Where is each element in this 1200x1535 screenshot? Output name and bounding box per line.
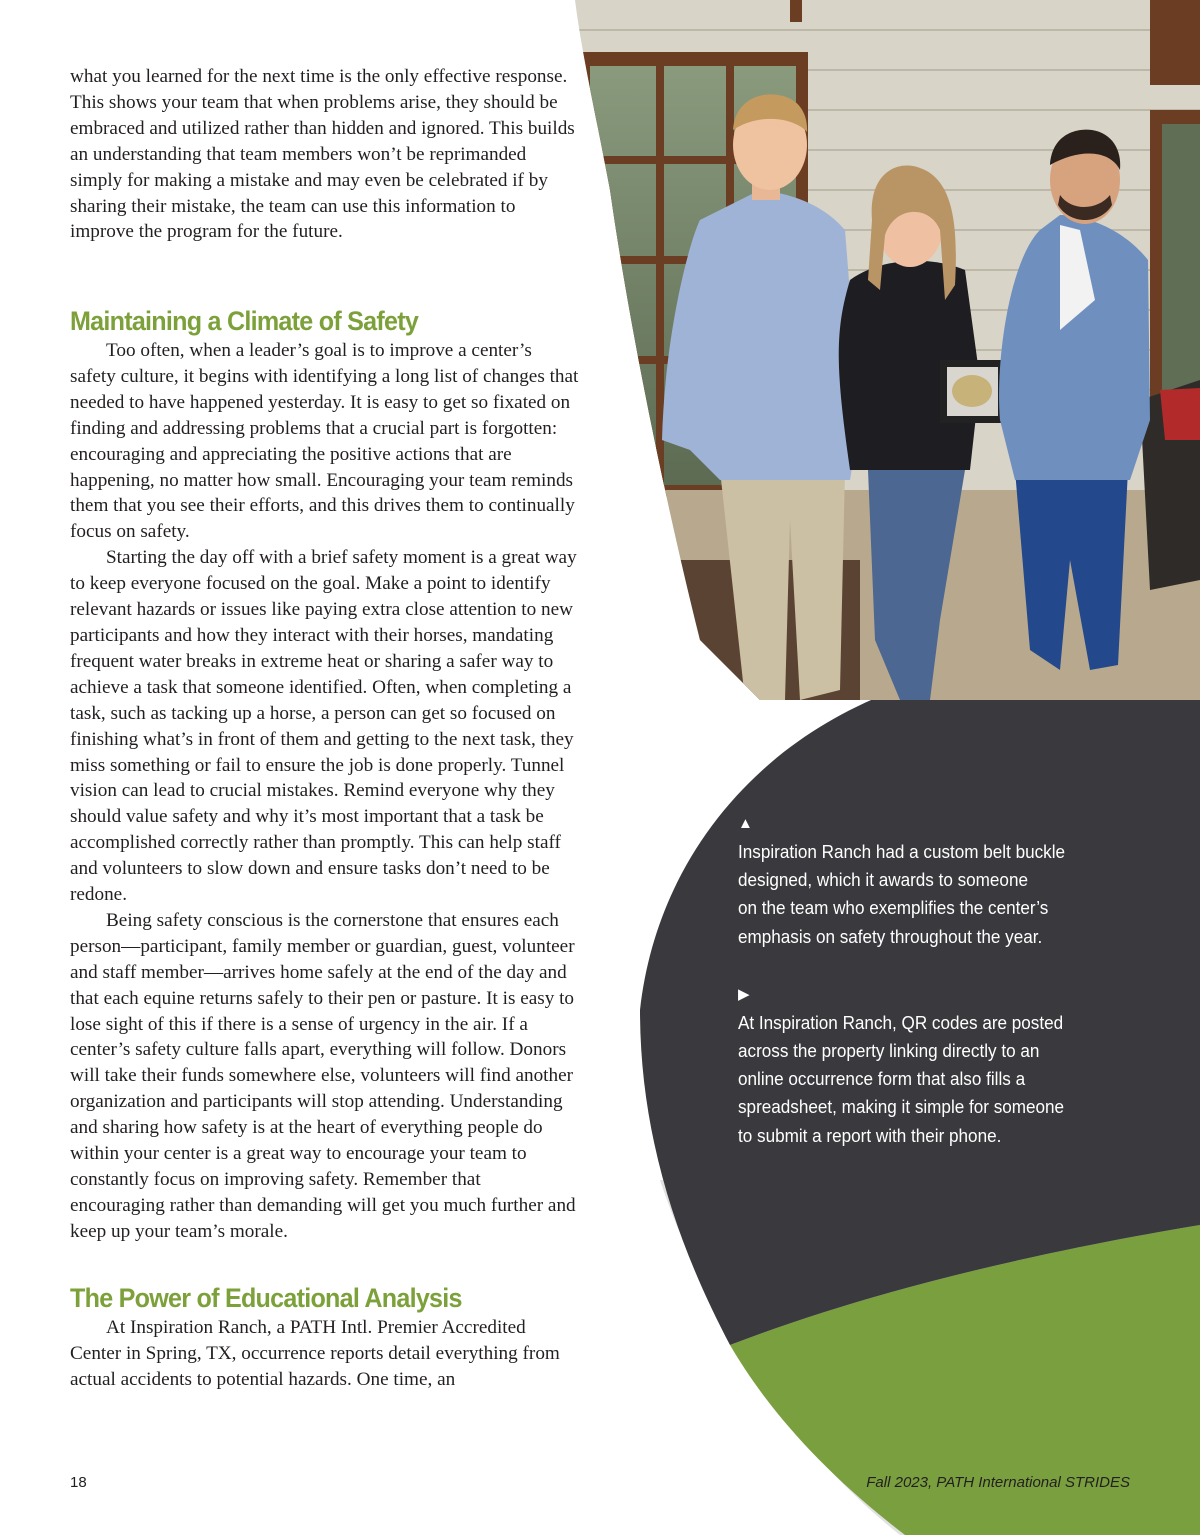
caption-qr-codes [738, 981, 1138, 1150]
caption-line: across the property linking directly to an [738, 1040, 1040, 1062]
analysis-paragraph-1: At Inspiration Ranch, a PATH Intl. Premier Accredited Center in Spring, TX, occurrence reports detail everything from actual accidents to potential hazards. One time, an [70, 1316, 560, 1390]
publication-title: Fall 2023, PATH International STRIDES [866, 1474, 1130, 1491]
climate-paragraph-3: Being safety conscious is the cornerstone that ensures each person—participant, family member or guardian, guest, volunteer and staff member—arrives home safely at the end of the day and that each equine returns safely to their pen or pasture. It is easy to lose sight of this if there is a sense of urgency in the air. If a center’s safety culture falls apart, everything will follow. Donors will take their funds somewhere else, volunteers will find another organization and participants will stop attending. Understanding and sharing how safety is at the heart of everything people do within your center is a great way to encourage your team to constantly focus on improving safety. Remember that encouraging rather than demanding will get you much further and keep up your team’s morale. [70, 909, 576, 1242]
heading-educational-analysis: The Power of Educational Analysis [70, 1282, 462, 1313]
triangle-up-icon: ▲ [738, 815, 753, 832]
climate-paragraph-2: Starting the day off with a brief safety moment is a great way to keep everyone focused on the goal. Make a point to identify relevant hazards or issues like paying extra close attention to new participants and how they interact with their horses, mandating frequent water breaks in extreme heat or sharing a safer way to achieve a task that someone identified. Often, when completing a task, such as tacking up a horse, a person can get so focused on finishing what’s in front of them and getting to the next task, they miss something or fail to ensure the job is done properly. Tunnel vision can lead to crucial mistakes. Remind everyone why they should value safety and why it’s most important that a task be accomplished correctly rather than promptly. This can help staff and volunteers to slow down and ensure tasks don’t need to be redone. [70, 547, 577, 906]
caption-line: designed, which it awards to someone [738, 869, 1028, 891]
caption-line: spreadsheet, making it simple for someone [738, 1096, 1065, 1118]
caption-line: At Inspiration Ranch, QR codes are posted [738, 1011, 1064, 1033]
triangle-right-icon: ▶ [738, 985, 750, 1003]
caption-line: online occurrence form that also fills a [738, 1068, 1026, 1090]
caption-line: emphasis on safety throughout the year. [738, 925, 1043, 947]
award-frame [940, 360, 1005, 423]
caption-belt-buckle [738, 838, 1138, 951]
heading-climate-of-safety: Maintaining a Climate of Safety [70, 306, 419, 336]
article-column [70, 64, 580, 1392]
intro-paragraph: what you learned for the next time is the only effective response. This shows your team that when problems arise, they should be embraced and utilized rather than hidden and ignored. This builds an understanding that team members won’t be reprimanded simply for making a mistake and may even be celebrated if by sharing their mistake, the team can use this information to improve the program for the future. [70, 66, 575, 243]
caption-line: on the team who exemplifies the center’s [738, 897, 1049, 919]
group-photo [570, 0, 1200, 705]
photo-captions [738, 810, 1138, 1150]
climate-paragraph-1: Too often, when a leader’s goal is to improve a center’s safety culture, it begins with identifying a long list of changes that needed to have happened yesterday. It is easy to get so fixated on finding and addressing problems that a crucial part is forgotten: encouraging and appreciating the positive actions that are happening, no matter how small. Encouraging your team reminds them that you see their efforts, and this drives them to continually focus on safety. [70, 340, 579, 543]
caption-line: to submit a report with their phone. [738, 1124, 1002, 1146]
page-number: 18 [70, 1474, 87, 1491]
caption-line: Inspiration Ranch had a custom belt buckle [738, 841, 1066, 862]
